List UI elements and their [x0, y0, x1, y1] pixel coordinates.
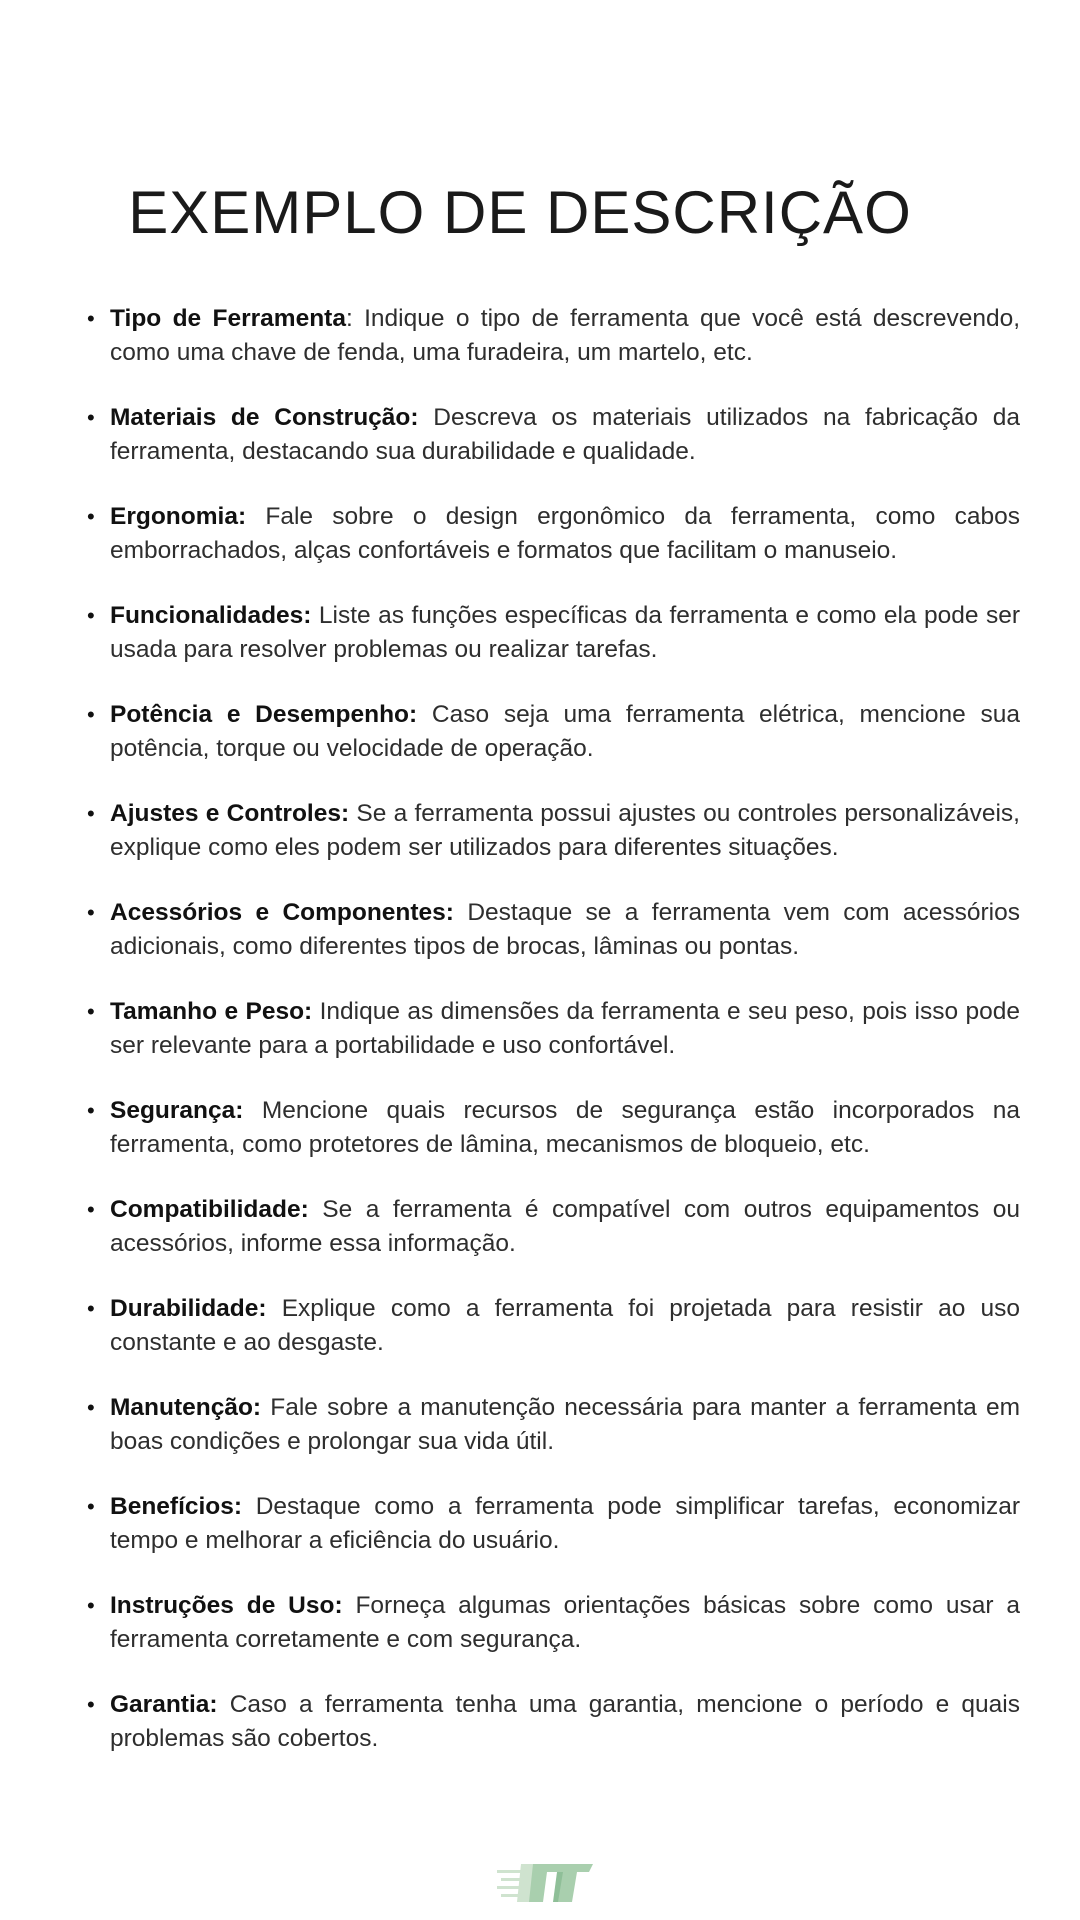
list-item [87, 1490, 1020, 1557]
brand-logo-icon [497, 1862, 593, 1904]
list-item [87, 1391, 1020, 1458]
list-item [87, 1193, 1020, 1260]
item-label: Durabilidade: [110, 1295, 267, 1322]
list-item [87, 1094, 1020, 1161]
item-text: Se a ferramenta possui ajustes ou controles personalizáveis, explique como eles podem ser utilizados para diferentes situações. [110, 800, 1020, 861]
bullet-icon: • [87, 900, 95, 925]
bullet-icon: • [87, 1395, 95, 1420]
item-label: Potência e Desempenho: [110, 701, 418, 728]
list-item [87, 1688, 1020, 1755]
bullet-icon: • [87, 999, 95, 1024]
item-text: Mencione quais recursos de segurança estão incorporados na ferramenta, como protetores de lâmina, mecanismos de bloqueio, etc. [110, 1097, 1020, 1158]
item-label: Benefícios: [110, 1493, 243, 1520]
list-item [87, 1589, 1020, 1656]
item-text: Forneça algumas orientações básicas sobre como usar a ferramenta corretamente e com segurança. [110, 1592, 1020, 1653]
item-text: : Indique o tipo de ferramenta que você está descrevendo, como uma chave de fenda, uma furadeira, um martelo, etc. [110, 305, 1021, 366]
bullet-icon: • [87, 702, 95, 727]
bullet-icon: • [87, 1098, 95, 1123]
bullet-icon: • [87, 1593, 95, 1618]
item-label: Materiais de Construção: [110, 404, 419, 431]
item-label: Ergonomia: [110, 503, 247, 530]
bullet-icon: • [87, 1296, 95, 1321]
list-item [87, 797, 1020, 864]
bullet-icon: • [87, 1494, 95, 1519]
item-label: Tipo de Ferramenta [110, 305, 346, 332]
item-text: Explique como a ferramenta foi projetada para resistir ao uso constante e ao desgaste. [110, 1295, 1020, 1356]
list-item [87, 500, 1020, 567]
item-text: Indique as dimensões da ferramenta e seu peso, pois isso pode ser relevante para a portabilidade e uso confortável. [110, 998, 1020, 1059]
bullet-icon: • [87, 504, 95, 529]
bullet-icon: • [87, 603, 95, 628]
item-label: Acessórios e Componentes: [110, 899, 454, 926]
list-item [87, 599, 1020, 666]
item-label: Segurança: [110, 1097, 244, 1124]
item-label: Instruções de Uso: [110, 1592, 343, 1619]
item-label: Manutenção: [110, 1394, 262, 1421]
list-item [87, 302, 1021, 369]
item-text: Liste as funções específicas da ferramenta e como ela pode ser usada para resolver problemas ou realizar tarefas. [110, 602, 1020, 663]
bullet-icon: • [87, 801, 95, 826]
bullet-icon: • [87, 306, 95, 331]
item-text: Se a ferramenta é compatível com outros equipamentos ou acessórios, informe essa informação. [110, 1196, 1020, 1257]
description-list [0, 302, 1080, 1787]
item-text: Caso seja uma ferramenta elétrica, mencione sua potência, torque ou velocidade de operação. [110, 701, 1021, 762]
item-label: Tamanho e Peso: [110, 998, 313, 1025]
item-text: Caso a ferramenta tenha uma garantia, mencione o período e quais problemas são cobertos. [110, 1691, 1020, 1752]
bullet-icon: • [87, 1692, 95, 1717]
item-label: Ajustes e Controles: [110, 800, 350, 827]
page-title: EXEMPLO DE DESCRIÇÃO [128, 179, 912, 246]
list-item [87, 698, 1021, 765]
list-item [87, 995, 1020, 1062]
list-item [87, 1292, 1020, 1359]
list-item [87, 896, 1021, 963]
item-text: Fale sobre a manutenção necessária para manter a ferramenta em boas condições e prolongar sua vida útil. [110, 1394, 1020, 1455]
item-label: Garantia: [110, 1691, 218, 1718]
bullet-icon: • [87, 405, 95, 430]
item-text: Destaque se a ferramenta vem com acessórios adicionais, como diferentes tipos de brocas, lâminas ou pontas. [110, 899, 1021, 960]
item-label: Funcionalidades: [110, 602, 312, 629]
item-text: Fale sobre o design ergonômico da ferramenta, como cabos emborrachados, alças confortáveis e formatos que facilitam o manuseio. [110, 503, 1020, 564]
item-text: Destaque como a ferramenta pode simplificar tarefas, economizar tempo e melhorar a eficiência do usuário. [110, 1493, 1020, 1554]
item-text: Descreva os materiais utilizados na fabricação da ferramenta, destacando sua durabilidade e qualidade. [110, 404, 1020, 465]
bullet-icon: • [87, 1197, 95, 1222]
item-label: Compatibilidade: [110, 1196, 309, 1223]
list-item [87, 401, 1020, 468]
